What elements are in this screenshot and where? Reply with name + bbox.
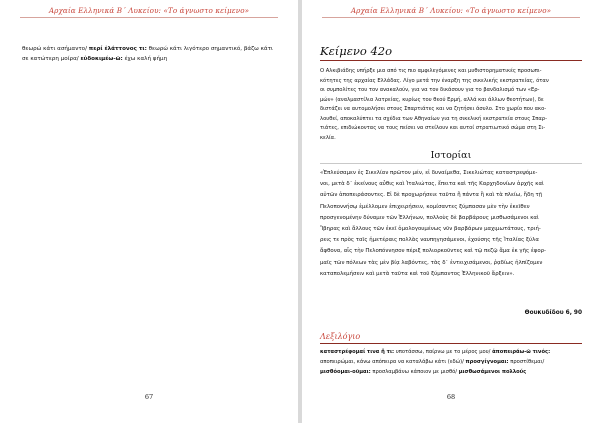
left-page: [0, 0, 298, 423]
glossary-rule: [320, 343, 582, 344]
glossary-line: μισθόομαι-οῦμαι: προσλαμβάνω κάποιον με μισθό/ μισθωσάμενοι πολλούς: [320, 369, 527, 375]
gloss-term: περί ἐλάττονος τι:: [88, 46, 147, 52]
header-rule: [20, 17, 278, 18]
gloss-term: εὐδοκιμέω-ῶ:: [80, 56, 123, 62]
greek-line: «Ἐπλεύσαμεν ἐς Σικελίαν πρῶτον μέν, εἰ δυναίμεθα, Σικελιώτας καταστρεψόμε-: [320, 170, 538, 176]
greek-line: καταπολεμήσειν καὶ μετὰ ταῦτα καὶ τοῦ ξύμπαντος Ἑλληνικοῦ ἄρξειν».: [320, 270, 515, 277]
gloss-term: ἀποπειράω-ῶ τινός:: [492, 349, 551, 355]
intro-line: κότητες της αρχαίας Ελλάδας. Λίγο μετά την έναρξη της σικελικής εκστρατείας, όταν: [320, 77, 549, 84]
glossary-line: αποπειρώμαι, κάνω απόπειρα να καταλάβω κάτι (εδώ)/ προσγίγνομαι: προστίθεμαι/: [320, 359, 545, 365]
glossary: [320, 347, 582, 377]
glossary-continuation: [22, 44, 284, 64]
section-rule: [320, 163, 582, 164]
greek-line: νοι, μετὰ δ᾽ ἐκείνους αὖθις καὶ Ἰταλιώτας, ἔπειτα καὶ τῆς Καρχηδονίων ἀρχῆς καὶ: [320, 181, 544, 188]
greek-line: Ἴβηρας καὶ ἄλλους τῶν ἐκεῖ ὁμολογουμένως νῦν βαρβάρων μαχιμωτάτους, τριή-: [320, 226, 541, 233]
intro-line: διστάζει να αυτομολήσει στους Σπαρτιάτες και να ζητήσει άσυλο. Στο χωρίο που ακο-: [320, 106, 547, 112]
intro-line: λουθεί, αποκαλύπτει τα σχέδια των Αθηναίων για τη σικελική εκστρατεία στους Σπαρ-: [320, 115, 547, 122]
intro-line: οι συμπολίτες του τον ανακαλούν, για να τον δικάσουν για το βανδαλισμό των «Ερ-: [320, 87, 540, 93]
gloss-line: σε κατώτερη μοίρα/ εὐδοκιμέω-ῶ: έχω καλή φήμη: [22, 56, 168, 62]
page-number-right: 68: [446, 393, 456, 401]
title-rule: [320, 60, 582, 61]
intro-line: τιάτες, επιδιώκοντας να τους πείσει να στείλουν και αυτοί στρατιωτικό σώμα στη Σι-: [320, 125, 546, 131]
intro-line: κελία.: [320, 134, 336, 141]
intro-line: μών» (αναλμαστίλια λατρείας, κυρίως του θεού Ερμή, αλλά και άλλων θεοτήτων), δε: [320, 96, 544, 103]
text-title: Κείμενο 42ο: [320, 44, 393, 58]
intro-line: Ο Αλκιβιάδης υπήρξε μια από τις πιο αμφιλεγόμενες και μυθιστορηματικές προσωπι-: [320, 68, 542, 74]
section-title: Ιστορίαι: [430, 150, 472, 161]
gloss-term: μισθωσάμενοι πολλούς: [458, 369, 527, 375]
greek-line: προσγενομένην δύναμιν τῶν Ἑλλήνων, πολλοὺς δὲ βαρβάρους μισθωσάμενοι καὶ: [320, 214, 539, 221]
glossary-line: καταστρέφομαί τινα ἤ τι: υποτάσσω, παίρνω με το μέρος μου/ ἀποπειράω-ῶ τινός:: [320, 349, 551, 355]
running-header-left: [0, 6, 298, 15]
running-header-right: [302, 6, 600, 15]
header-text: Αρχαία Ελληνικά Β΄ Λυκείου: «Το άγνωστο κείμενο»: [350, 6, 552, 15]
glossary-heading: Λεξιλόγιο: [320, 332, 361, 341]
greek-line: ρεις τε πρὸς ταῖς ἡμετέραις πολλὰς ναυπηγησάμενοι, ἐχούσης τῆς Ἰταλίας ξύλα: [320, 237, 539, 244]
gloss-term: προσγίγνομαι:: [465, 359, 509, 365]
right-page: [302, 0, 600, 423]
header-rule: [322, 17, 580, 18]
greek-line: μαῖς τῶν πόλεων τὰς μὲν βίᾳ λαβόντες, τὰς δ᾽ ἐντειχισάμενοι, ῥᾳδίως ἠλπίζομεν: [320, 259, 543, 266]
page-number-left: 67: [144, 393, 154, 401]
source-citation: Θουκυδίδου 6, 90: [524, 310, 582, 316]
header-text: Αρχαία Ελληνικά Β΄ Λυκείου: «Το άγνωστο κείμενο»: [48, 6, 250, 15]
greek-line: ἄφθονα, αἷς τὴν Πελοπόννησον πέριξ πολιορκοῦντες καὶ τῷ πεζῷ ἅμα ἐκ γῆς ἐφορ-: [320, 248, 546, 255]
gloss-term: μισθόομαι-οῦμαι:: [320, 369, 371, 375]
greek-line: Πελοποννήσῳ ἐμέλλομεν ἐπιχειρήσειν, κομίσαντες ξύμπασαν μὲν τὴν ἐκεῖθεν: [320, 203, 530, 210]
gloss-line: θεωρώ κάτι ασήμαντο/ περί ἐλάττονος τι: θεωρώ κάτι λιγότερο σημαντικό, βάζω κάτι: [22, 46, 273, 52]
ancient-greek-text: [320, 168, 582, 280]
greek-line: αὐτῶν ἀποπειράσοντες. Εἰ δὲ προχωρήσειε ταῦτα ἢ πάντα ἢ καὶ τὰ πλείω, ἤδη τῇ: [320, 192, 543, 199]
gloss-term: καταστρέφομαί τινα ἤ τι:: [320, 349, 395, 355]
intro-paragraph: [320, 67, 582, 143]
